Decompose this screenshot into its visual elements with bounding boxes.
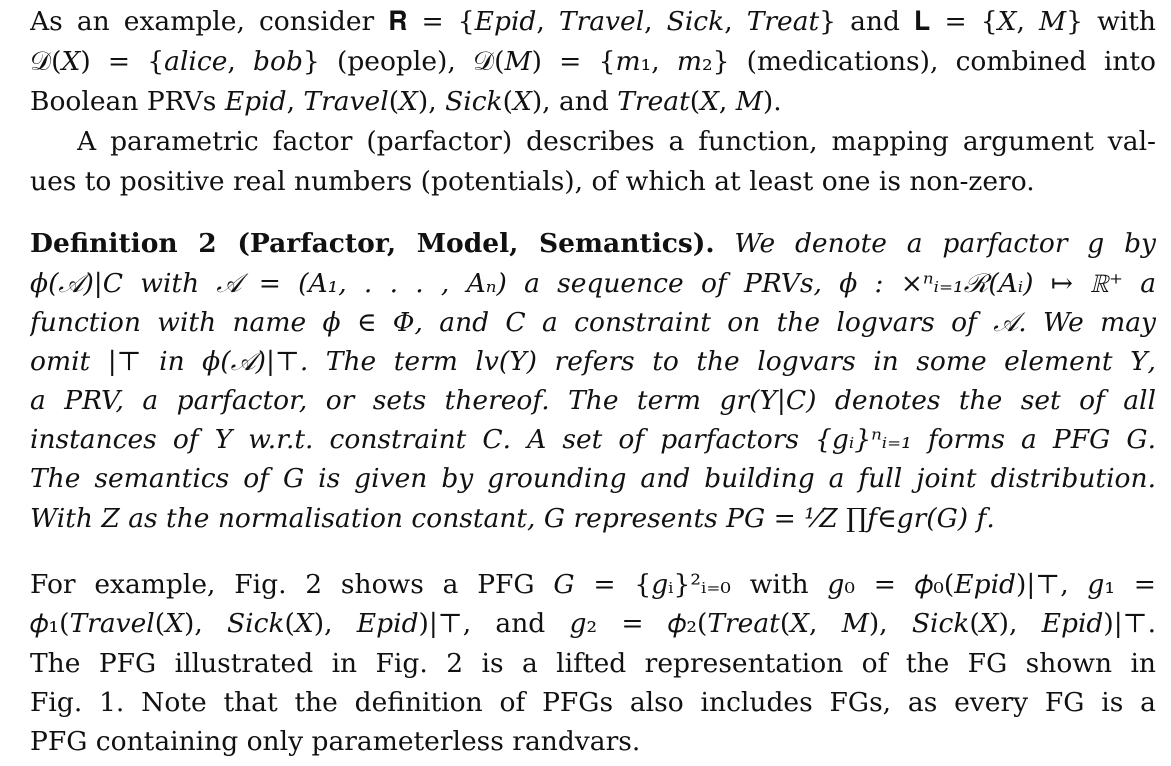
fig-line-3: The PFG illustrated in Fig. 2 is a lifted representation of the FG shown in (30, 648, 1156, 679)
parfactor-line-1: A parametric factor (parfactor) describes a function, mapping argument val- (77, 126, 1156, 157)
definition-line-6: instances of 𝑌 w.r.t. constraint 𝐶. A set of parfactors {𝑔ᵢ}ⁿᵢ₌₁ forms a PFG 𝐺. (30, 424, 1156, 455)
fig-line-1: For example, Fig. 2 shows a PFG 𝐺 = {𝑔ᵢ}²ᵢ₌₀ with 𝑔₀ = 𝜙₀(𝐸𝑝𝑖𝑑)|⊤, 𝑔₁ = (30, 569, 1156, 600)
example-line-3: Boolean PRVs 𝐸𝑝𝑖𝑑, 𝑇𝑟𝑎𝑣𝑒𝑙(𝑋), 𝑆𝑖𝑐𝑘(𝑋), and 𝑇𝑟𝑒𝑎𝑡(𝑋, 𝑀). (30, 86, 782, 117)
definition-line-7: The semantics of 𝐺 is given by grounding and building a full joint distribution. (30, 463, 1156, 494)
fig-line-4: Fig. 1. Note that the definition of PFGs also includes FGs, as every FG is a (30, 687, 1156, 718)
definition-line-1-rest: We denote a parfactor 𝑔 by (734, 228, 1156, 259)
definition-heading: Definition 2 (Parfactor, Model, Semantics). (30, 228, 715, 259)
example-line-1: As an example, consider 𝐑 = {𝐸𝑝𝑖𝑑, 𝑇𝑟𝑎𝑣𝑒𝑙, 𝑆𝑖𝑐𝑘, 𝑇𝑟𝑒𝑎𝑡} and 𝐋 = {𝑋, 𝑀} with (30, 6, 1156, 37)
parfactor-line-2: ues to positive real numbers (potentials), of which at least one is non-zero. (30, 166, 1035, 197)
fig-line-5: PFG containing only parameterless randvars. (30, 726, 641, 757)
definition-line-3: function with name 𝜙 ∈ 𝛷, and 𝐶 a constraint on the logvars of 𝒜. We may (30, 307, 1156, 338)
definition-line-8: With 𝑍 as the normalisation constant, 𝐺 represents 𝑃𝐺 = ¹⁄𝑍 ∏𝑓∈𝑔𝑟(𝐺) 𝑓. (30, 503, 995, 534)
fig-line-2: 𝜙₁(𝑇𝑟𝑎𝑣𝑒𝑙(𝑋), 𝑆𝑖𝑐𝑘(𝑋), 𝐸𝑝𝑖𝑑)|⊤, and 𝑔₂ = 𝜙₂(𝑇𝑟𝑒𝑎𝑡(𝑋, 𝑀), 𝑆𝑖𝑐𝑘(𝑋), 𝐸𝑝𝑖𝑑)|⊤. (30, 608, 1156, 639)
definition-line-4: omit |⊤ in 𝜙(𝒜)|⊤. The term 𝑙𝑣(𝑌) refers to the logvars in some element 𝑌, (30, 346, 1156, 377)
example-line-2: 𝒟(𝑋) = {𝑎𝑙𝑖𝑐𝑒, 𝑏𝑜𝑏} (people), 𝒟(𝑀) = {𝑚₁, 𝑚₂} (medications), combined into (30, 46, 1156, 77)
definition-line-5: a PRV, a parfactor, or sets thereof. The term 𝑔𝑟(𝑌|𝐶) denotes the set of all (30, 385, 1156, 416)
definition-line-1 (30, 224, 1156, 264)
definition-line-2: 𝜙(𝒜)|𝐶 with 𝒜 = (𝐴₁, . . . , 𝐴ₙ) a sequence of PRVs, 𝜙 : ×ⁿᵢ₌₁ℛ(𝐴ᵢ) ↦ ℝ⁺ a (30, 268, 1156, 299)
